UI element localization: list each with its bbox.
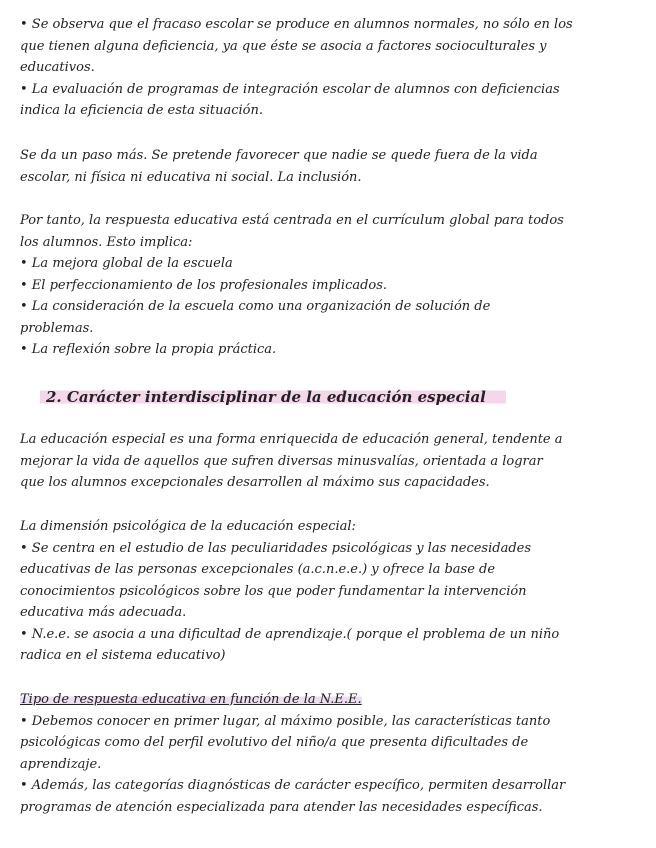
- text-line: mejorar la vida de aquellos que sufren diversas minusvalías, orientada a lograr: [20, 453, 543, 469]
- text-line: • Se centra en el estudio de las peculiaridades psicológicas y las necesidades: [20, 540, 532, 556]
- text-line: que los alumnos excepcionales desarrollen al máximo sus capacidades.: [20, 475, 490, 490]
- text-line: educativos.: [20, 60, 95, 75]
- text-line: radica en el sistema educativo): [20, 648, 226, 663]
- text-line: educativas de las personas excepcionales (a.c.n.e.e.) y ofrece la base de: [20, 562, 496, 577]
- subsection-title: Tipo de respuesta educativa en función de la N.E.E.: [20, 692, 362, 707]
- paragraph-failure-integration: [20, 14, 632, 122]
- text-line: • La reflexión sobre la propia práctica.: [20, 342, 277, 357]
- text-line: La educación especial es una forma enriquecida de educación general, tendente a: [20, 432, 563, 447]
- text-line: • El perfeccionamiento de los profesionales implicados.: [20, 277, 388, 293]
- text-line: • N.e.e. se asocia a una dificultad de aprendizaje.( porque el problema de un niño: [20, 626, 560, 642]
- paragraph-educational-response: [20, 689, 632, 818]
- text-line: Por tanto, la respuesta educativa está centrada en el currículum global para todos: [20, 213, 564, 228]
- text-line: • Se observa que el fracaso escolar se produce en alumnos normales, no sólo en los: [20, 17, 573, 32]
- paragraph-psychological-dimension: [20, 516, 632, 667]
- text-line: conocimientos psicológicos sobre los que poder fundamentar la intervención: [20, 583, 527, 599]
- text-line: • Debemos conocer en primer lugar, al máximo posible, las características tanto: [20, 713, 551, 729]
- text-line: • La consideración de la escuela como una organización de solución de: [20, 299, 491, 314]
- text-line: • La evaluación de programas de integración escolar de alumnos con deficiencias: [20, 81, 560, 97]
- text-line: La dimensión psicológica de la educación especial:: [20, 519, 356, 534]
- section-heading: [20, 382, 632, 412]
- text-line: programas de atención especializada para atender las necesidades específicas.: [20, 799, 543, 815]
- text-line: psicológicas como del perfil evolutivo del niño/a que presenta dificultades de: [20, 735, 529, 750]
- text-line: Se da un paso más. Se pretende favorecer que nadie se quede fuera de la vida: [20, 148, 538, 163]
- paragraph-inclusion: [20, 145, 632, 188]
- text-line: • Además, las categorías diagnósticas de carácter específico, permiten desarrollar: [20, 778, 566, 793]
- text-line: aprendizaje.: [20, 756, 102, 772]
- text-line: educativa más adecuada.: [20, 605, 187, 620]
- text-line: escolar, ni física ni educativa ni social. La inclusión.: [20, 169, 362, 185]
- text-line: indica la eficiencia de esta situación.: [20, 103, 263, 118]
- section-title: 2. Carácter interdisciplinar de la educación especial: [40, 382, 506, 412]
- text-line: los alumnos. Esto implica:: [20, 234, 193, 250]
- text-line: problemas.: [20, 320, 94, 336]
- text-line: que tienen alguna deficiencia, ya que éste se asocia a factores socioculturales y: [20, 38, 547, 54]
- text-line: • La mejora global de la escuela: [20, 256, 233, 271]
- paragraph-special-education-definition: [20, 429, 632, 494]
- paragraph-global-curriculum: [20, 210, 632, 361]
